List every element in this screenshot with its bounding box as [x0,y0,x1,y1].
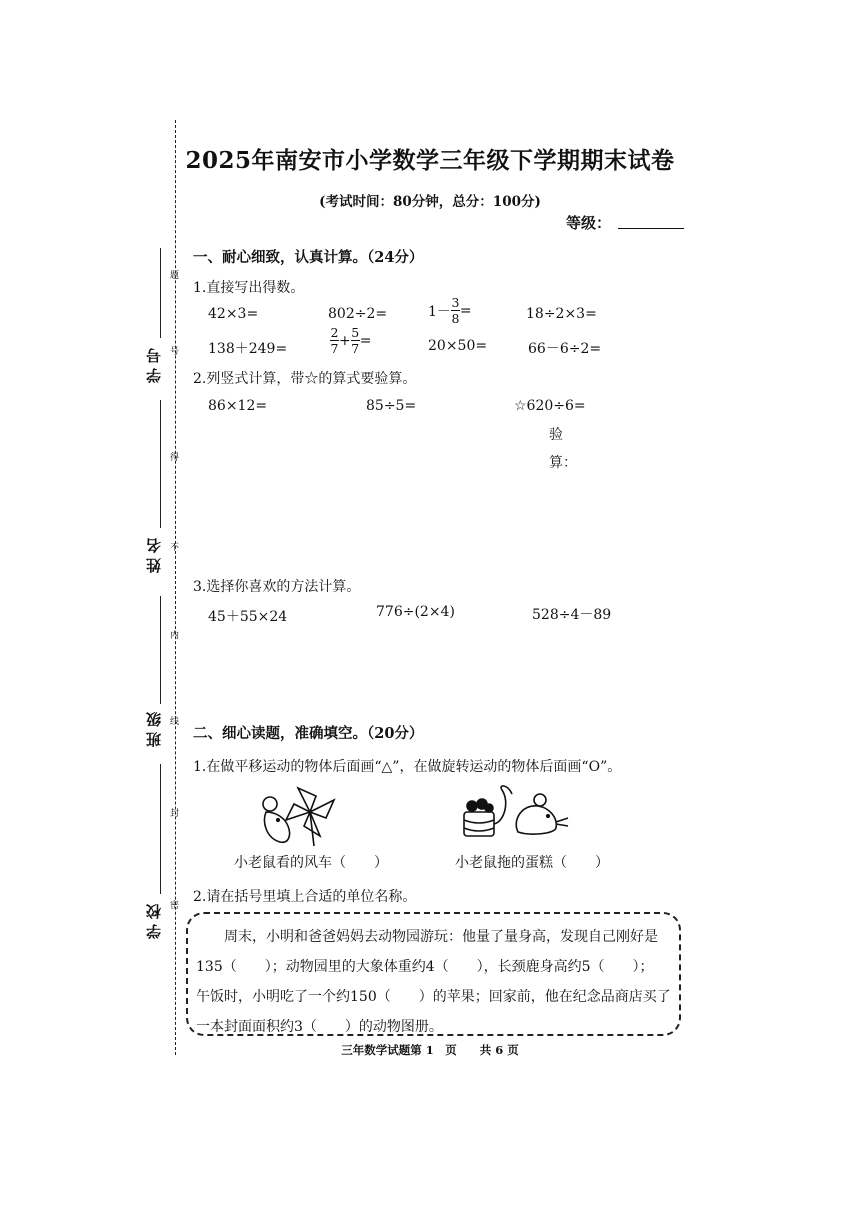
mouse-whisker [556,824,568,826]
class-blank[interactable] [160,596,161,704]
binding-line [175,120,176,1055]
cake-body [464,812,494,836]
mouse-whisker [556,818,568,822]
exam-subtitle: (考试时间：80分钟，总分：100分) [319,194,541,210]
calc-item: 45＋55×24 [208,609,288,625]
vertical-calc-item: 85÷5= [366,398,417,414]
mouse-ear [263,797,277,811]
q3-label: 3.选择你喜欢的方法计算。 [193,579,361,595]
grade-label: 等级： [566,214,612,232]
mouse-body [265,812,290,842]
school-blank[interactable] [160,764,161,894]
calc-item: 20×50= [428,338,488,354]
passage-line: 一本封面面积约3（ ）的动物图册。 [196,1019,443,1035]
fraction [351,326,360,355]
calc-item: 138＋249= [208,341,288,357]
mouse-eye [547,815,550,818]
calc-text: 1－ [428,303,451,320]
fraction [451,296,460,325]
calc-text: = [359,332,372,349]
calc-item: 776÷(2×4) [376,604,455,620]
mouse-pinwheel-illustration [258,782,348,848]
calc-item-fraction [428,296,472,325]
name-label: 姓 名 [145,538,163,574]
mouse-eye [277,819,280,822]
caption-cake: 小老鼠拖的蛋糕（ ） [455,855,609,871]
cake-layer [464,820,494,823]
passage-line: 周末，小明和爸爸妈妈去动物园游玩：他量了量身高，发现自己刚好是 [196,929,658,945]
student-id-blank[interactable] [160,248,161,338]
fraction-numerator: 5 [351,325,360,340]
mouse-tail [494,786,512,824]
s2-q1-label: 1.在做平移运动的物体后面画“△”，在做旋转运动的物体后面画“O”。 [193,759,622,775]
calc-text: + [339,332,351,349]
fraction-denominator: 8 [451,311,460,326]
fill-in-passage [196,922,672,1042]
calc-item: 528÷4－89 [532,607,612,623]
seal-char: 密 [170,901,180,911]
calc-text: = [459,302,472,319]
name-blank[interactable] [160,400,161,528]
seal-char: 不 [170,543,180,553]
vertical-calc-item: ☆620÷6= [514,398,586,414]
calc-item: 66－6÷2= [528,341,602,357]
student-id-label: 学 号 [145,348,163,384]
mouse-cake-illustration [460,782,575,842]
seal-char: 得 [170,453,180,463]
class-label: 班 级 [145,712,163,748]
grade-blank[interactable] [618,228,684,229]
passage-line: 午饭时，小明吃了一个约150（ ）的苹果；回家前，他在纪念品商店买了 [196,989,671,1005]
section-1-heading: 一、耐心细致，认真计算。（24分） [193,249,424,266]
cake-layer [464,828,494,831]
seal-char: 题 [170,271,180,281]
q2-label: 2.列竖式计算，带☆的算式要验算。 [193,371,417,387]
calc-item: 802÷2= [328,306,388,322]
fraction [330,326,339,355]
page-footer: 三年数学试题第 1 页 共 6 页 [341,1043,519,1057]
s2-q2-label: 2.请在括号里填上合适的单位名称。 [193,889,417,905]
check-label: 算： [549,455,577,471]
fraction-denominator: 7 [330,341,339,356]
calc-item-fraction [330,326,371,355]
fraction-denominator: 7 [351,341,360,356]
exam-title: 2025年南安市小学数学三年级下学期期末试卷 [185,147,675,174]
fraction-numerator: 3 [451,295,460,310]
mouse-body [516,806,556,834]
cake-berry [485,804,493,812]
vertical-calc-item: 86×12= [208,398,268,414]
section-2-heading: 二、细心读题，准确填空。（20分） [193,725,424,742]
pinwheel-blade [298,788,316,812]
cake-berry [467,801,477,811]
seal-char: 号 [170,347,180,357]
seal-char: 线 [170,717,180,727]
seal-char: 内 [170,631,180,641]
mouse-ear [534,794,546,806]
calc-item: 18÷2×3= [526,306,597,322]
caption-pinwheel: 小老鼠看的风车（ ） [234,855,388,871]
fraction-numerator: 2 [330,325,339,340]
check-label: 验 [549,427,563,443]
q1-label: 1.直接写出得数。 [193,280,305,296]
school-label: 学 校 [145,904,163,940]
passage-line: 135（ ）；动物园里的大象体重约4（ ），长颈鹿身高约5（ ）； [196,959,654,975]
calc-item: 42×3= [208,306,259,322]
seal-char: 封 [170,809,180,819]
